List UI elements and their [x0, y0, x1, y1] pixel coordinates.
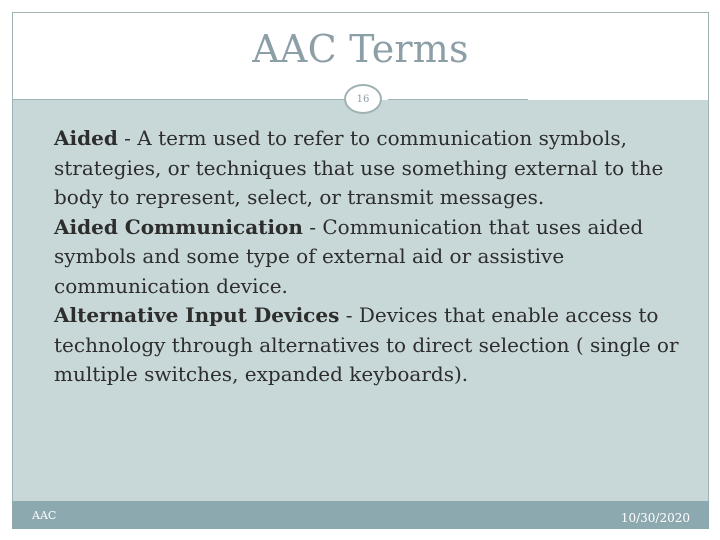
slide-content: [28, 124, 700, 390]
footer-date: 10/30/2020: [620, 511, 690, 525]
slide-title: AAC Terms: [252, 27, 469, 71]
definition: - Communication that uses aided symbols and some type of external aid or assistive communication device.: [54, 214, 644, 298]
footer-bar: [12, 501, 709, 529]
term: Aided Communication: [54, 214, 303, 239]
term: Aided: [54, 126, 118, 150]
title-divider-right: [388, 99, 528, 100]
list-item: [28, 213, 700, 302]
footer-label: AAC: [32, 509, 57, 522]
term: Alternative Input Devices: [54, 303, 340, 327]
list-item: [28, 301, 700, 390]
page-number: 16: [356, 93, 370, 105]
definition: - Devices that enable access to technology through alternatives to direct selection ( single or multiple switches, expanded keyboards).: [54, 303, 679, 386]
title-divider-left: [12, 99, 344, 100]
page-number-badge: [344, 84, 382, 114]
list-item: [28, 124, 700, 213]
definition: - A term used to refer to communication symbols, strategies, or techniques that use something external to the body to represent, select, or transmit messages.: [54, 126, 664, 209]
